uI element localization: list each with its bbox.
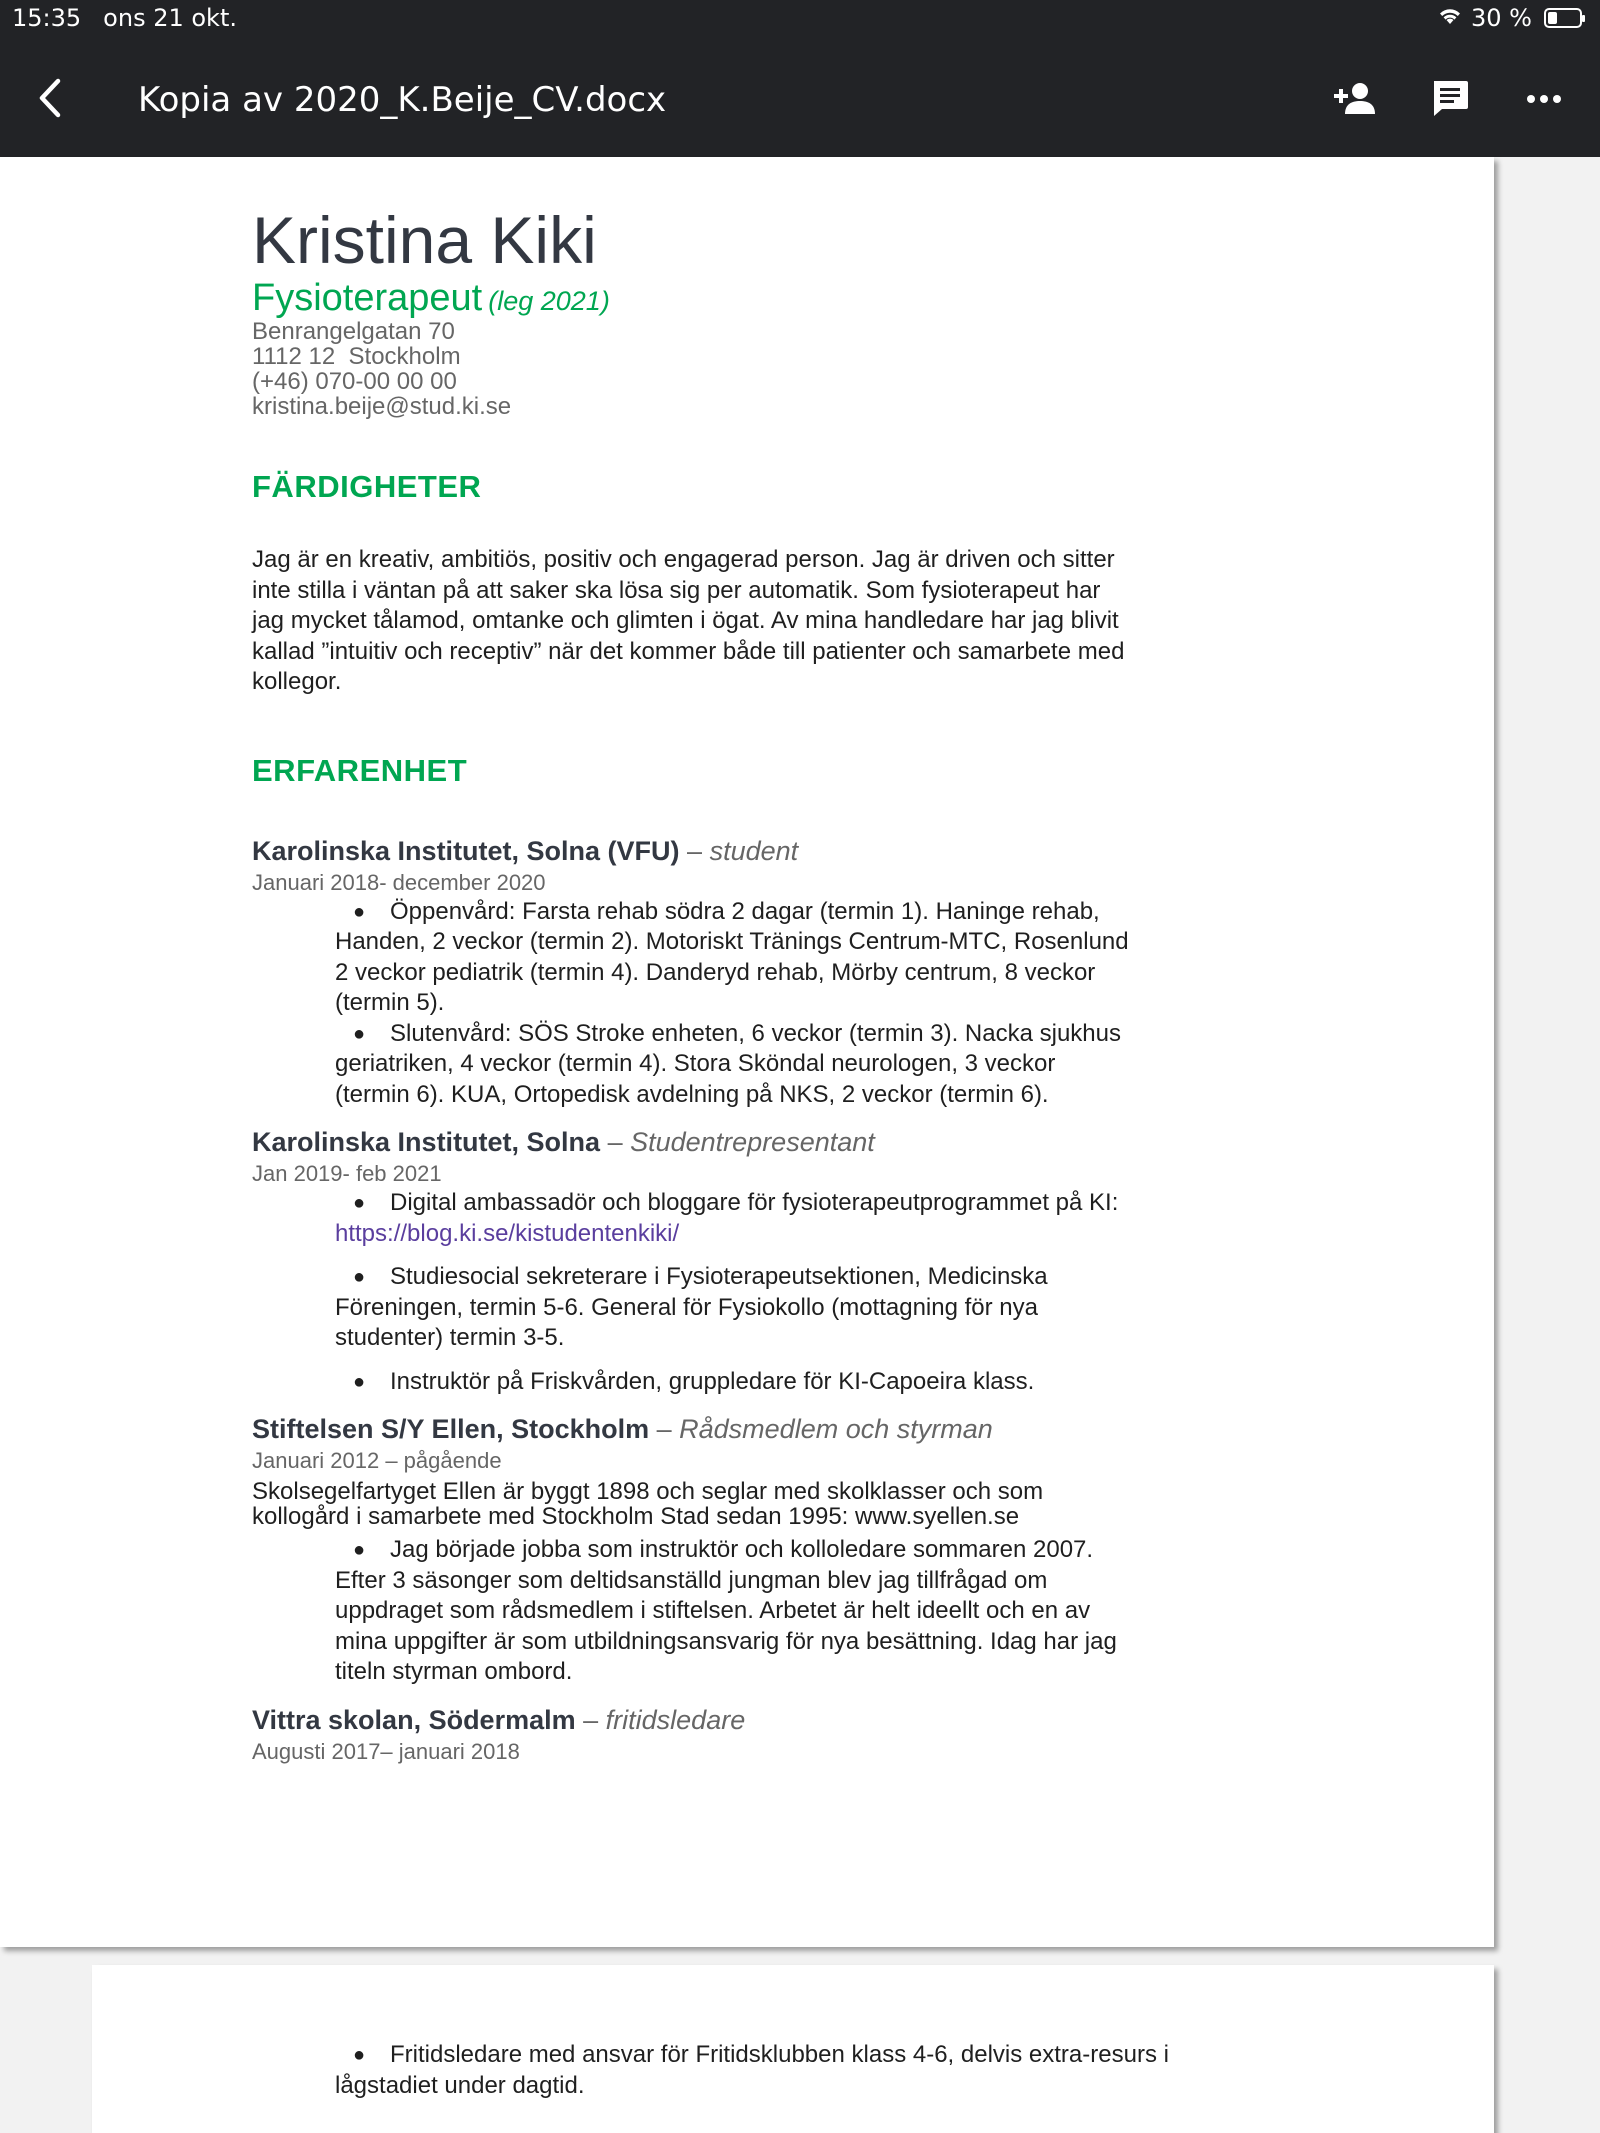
bullet-text: Jag började jobba som instruktör och kolloledare sommaren 2007. Efter 3 säsonger som deltidsanställd jungman blev jag tillfrågad om uppdraget som rådsmedlem i stiftelsen. Arbetet är helt ideellt och en av mina uppgifter är som utbildningsansvarig för nya besättning. Idag har jag titeln styrman ombord.	[335, 1536, 1117, 1685]
add-person-icon	[1332, 80, 1378, 121]
bullet-icon: ●	[353, 1266, 366, 1288]
job-entry	[252, 835, 1132, 1111]
job-dash: –	[679, 835, 710, 866]
cv-role-note: (leg 2021)	[488, 286, 610, 316]
cv-name: Kristina Kiki	[252, 203, 597, 277]
share-button[interactable]	[1331, 76, 1379, 124]
job-title	[252, 1704, 1132, 1736]
job-dates: Augusti 2017– januari 2018	[252, 1738, 520, 1764]
bullet-text: Slutenvård: SÖS Stroke enheten, 6 veckor (termin 3). Nacka sjukhus geriatriken, 4 veckor (termin 4). Stora Sköndal neurologen, 3 veckor (termin 6). KUA, Ortopedisk avdelning på NKS, 2 veckor (termin 6).	[335, 1019, 1122, 1108]
bullet-item	[335, 2040, 1215, 2101]
skills-heading: FÄRDIGHETER	[252, 469, 482, 504]
bullet-text: Digital ambassadör och bloggare för fysioterapeutprogrammet på KI:	[390, 1189, 1119, 1216]
document-page-2	[92, 1965, 1494, 2133]
bullet-icon: ●	[353, 2044, 366, 2066]
job-entry	[252, 1413, 1132, 1688]
comments-button[interactable]	[1426, 76, 1474, 124]
job-title	[252, 1413, 1132, 1445]
cv-role	[252, 279, 1132, 317]
bullet-item	[335, 1188, 1132, 1249]
document-page-1	[0, 157, 1494, 1947]
job-title	[252, 835, 1132, 867]
bullet-icon: ●	[353, 1539, 366, 1561]
bullet-text: Fritidsledare med ansvar för Fritidsklubben klass 4-6, delvis extra-resurs i lågstadiet under dagtid.	[335, 2041, 1169, 2099]
bullet-item	[335, 1535, 1132, 1688]
job-role: Studentrepresentant	[630, 1127, 875, 1157]
status-bar-right	[1437, 4, 1582, 32]
job-entry	[252, 1704, 1132, 1766]
bullet-icon: ●	[353, 1192, 366, 1214]
job-org: Stiftelsen S/Y Ellen, Stockholm	[252, 1414, 650, 1444]
bullet-item	[335, 897, 1132, 1019]
bullet-item	[335, 1019, 1132, 1111]
bullet-text: Studiesocial sekreterare i Fysioterapeutsektionen, Medicinska Föreningen, termin 5-6. General för Fysiokollo (mottagning för nya studenter) termin 3-5.	[335, 1263, 1048, 1351]
document-title: Kopia av 2020_K.Beije_CV.docx	[138, 80, 667, 120]
skills-text: Jag är en kreativ, ambitiös, positiv och engagerad person. Jag är driven och sitter inte stilla i väntan på att saker ska lösa sig per automatik. Som fysioterapeut har jag mycket tålamod, omtanke och glimten i ögat. Av mina handledare har jag blivit kallad ”intuitiv och receptiv” när det kommer både till patienter och samarbete med kollegor.	[252, 546, 1125, 695]
job-dash: –	[600, 1127, 631, 1157]
job-dates: Januari 2018- december 2020	[252, 869, 546, 895]
job-dash: –	[575, 1704, 606, 1735]
job-dash: –	[649, 1414, 680, 1444]
more-options-button[interactable]	[1520, 76, 1568, 124]
job-bullets	[335, 897, 1132, 1111]
bullet-item	[335, 1367, 1132, 1398]
status-bar-left	[12, 4, 237, 32]
cv-role-title: Fysioterapeut	[252, 277, 483, 319]
job-entry	[252, 1126, 1132, 1397]
job-dates: Januari 2012 – pågående	[252, 1448, 502, 1473]
cv-contact	[252, 319, 1132, 419]
back-button[interactable]	[30, 76, 70, 124]
bullet-text: Öppenvård: Farsta rehab södra 2 dagar (termin 1). Haninge rehab, Handen, 2 veckor (termin 2). Motoriskt Tränings Centrum-MTC, Rosenlund 2 veckor pediatrik (termin 4). Danderyd rehab, Mörby centrum, 8 veckor (termin 5).	[335, 897, 1129, 1016]
contact-email: kristina.beije@stud.ki.se	[252, 393, 512, 420]
job-role: Rådsmedlem och styrman	[679, 1414, 993, 1444]
contact-city: 1112 12 Stockholm	[252, 343, 461, 370]
job-description: Skolsegelfartyget Ellen är byggt 1898 och seglar med skolklasser och som kollogård i samarbete med Stockholm Stad sedan 1995: www.syellen.se	[252, 1478, 1044, 1530]
contact-street: Benrangelgatan 70	[252, 318, 455, 345]
comment-icon	[1430, 78, 1470, 123]
bullet-icon: ●	[353, 1370, 366, 1393]
battery-icon	[1544, 8, 1582, 28]
job-bullets	[335, 1535, 1132, 1688]
job-bullets	[335, 2040, 1215, 2101]
wifi-icon	[1437, 4, 1463, 32]
cv-content	[252, 203, 1132, 1766]
job-org: Vittra skolan, Södermalm	[252, 1704, 576, 1735]
bullet-item	[335, 1262, 1132, 1354]
job-title	[252, 1126, 1132, 1158]
job-role: student	[709, 835, 799, 866]
bullet-text: Instruktör på Friskvården, gruppledare för KI-Capoeira klass.	[390, 1367, 1035, 1395]
blog-link[interactable]: https://blog.ki.se/kistudentenkiki/	[335, 1219, 680, 1247]
status-date: ons 21 okt.	[103, 4, 237, 32]
job-org: Karolinska Institutet, Solna (VFU)	[252, 835, 680, 866]
job-role: fritidsledare	[605, 1704, 746, 1735]
chevron-left-icon	[38, 78, 62, 123]
bullet-icon: ●	[353, 1022, 366, 1045]
bullet-icon: ●	[353, 900, 366, 923]
status-time: 15:35	[12, 4, 82, 32]
job-org: Karolinska Institutet, Solna	[252, 1127, 601, 1157]
battery-percent: 30 %	[1471, 4, 1532, 32]
contact-phone: (+46) 070-00 00 00	[252, 368, 457, 395]
job-bullets	[335, 1188, 1132, 1397]
experience-heading: ERFARENHET	[252, 752, 468, 788]
app-toolbar	[0, 0, 1600, 157]
battery-level	[1548, 12, 1557, 24]
more-horizontal-icon	[1526, 91, 1562, 109]
job-dates: Jan 2019- feb 2021	[252, 1161, 442, 1186]
